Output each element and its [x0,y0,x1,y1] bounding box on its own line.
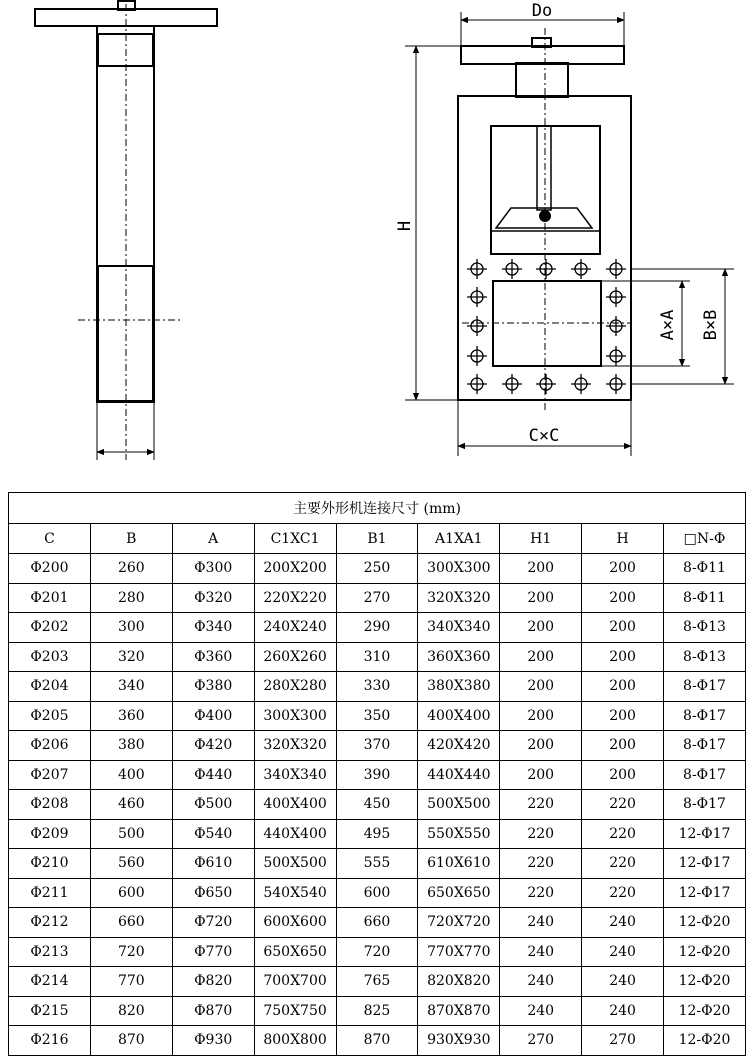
table-cell: Φ360 [172,642,254,672]
bolt-hole [502,374,522,394]
technical-drawing [0,0,750,480]
table-cell: 280X280 [254,672,336,702]
table-cell: 200 [500,701,582,731]
table-cell: 220 [582,790,664,820]
table-cell: 550X550 [418,819,500,849]
table-cell: 220 [582,819,664,849]
table-cell: 300X300 [254,701,336,731]
table-cell: 12-Φ20 [664,908,746,938]
table-cell: Φ216 [9,1026,91,1056]
table-cell: Φ212 [9,908,91,938]
table-cell: 500X500 [418,790,500,820]
table-cell: Φ207 [9,760,91,790]
column-header: B [90,524,172,554]
table-cell: 930X930 [418,1026,500,1056]
table-cell: 560 [90,849,172,879]
table-cell: 270 [582,1026,664,1056]
table-cell: Φ340 [172,613,254,643]
bolt-hole [502,259,522,279]
label-h: H [395,220,415,232]
label-do: Do [531,1,553,21]
table-cell: 320X320 [418,583,500,613]
table-cell: 650X650 [254,937,336,967]
table-cell: 720 [90,937,172,967]
table-cell: 460 [90,790,172,820]
table-cell: 420X420 [418,731,500,761]
table-cell: Φ930 [172,1026,254,1056]
table-cell: 12-Φ20 [664,1026,746,1056]
column-header: H1 [500,524,582,554]
table-cell: Φ203 [9,642,91,672]
front-view [458,28,632,412]
table-cell: 700X700 [254,967,336,997]
table-row [9,908,746,938]
table-cell: 260X260 [254,642,336,672]
table-row [9,613,746,643]
bolt-hole [467,374,487,394]
table-cell: 8-Φ11 [664,554,746,584]
table-cell: Φ770 [172,937,254,967]
table-row [9,672,746,702]
table-cell: 870 [336,1026,418,1056]
table-cell: 820X820 [418,967,500,997]
table-cell: Φ200 [9,554,91,584]
table-row [9,701,746,731]
dimension-spec-table [8,492,746,1056]
bolt-hole [536,374,556,394]
table-row [9,790,746,820]
table-cell: Φ870 [172,996,254,1026]
table-cell: 720X720 [418,908,500,938]
table-cell: 200 [582,642,664,672]
front-stem [537,126,551,210]
bolt-hole [571,259,591,279]
table-cell: 500X500 [254,849,336,879]
table-cell: 770X770 [418,937,500,967]
table-cell: Φ610 [172,849,254,879]
table-cell: 870X870 [418,996,500,1026]
table-cell: 440X400 [254,819,336,849]
table-cell: 340X340 [254,760,336,790]
label-bxb: B×B [701,309,721,341]
table-cell: 320X320 [254,731,336,761]
table-cell: 240 [500,967,582,997]
table-cell: Φ440 [172,760,254,790]
table-cell: Φ213 [9,937,91,967]
table-cell: Φ400 [172,701,254,731]
table-cell: 240X240 [254,613,336,643]
table-cell: Φ204 [9,672,91,702]
table-cell: 660 [336,908,418,938]
table-cell: Φ720 [172,908,254,938]
label-axa: A×A [658,309,678,341]
table-cell: 600 [90,878,172,908]
table-cell: 820 [90,996,172,1026]
label-cxc: C×C [528,426,560,446]
table-cell: Φ206 [9,731,91,761]
table-cell: Φ211 [9,878,91,908]
table-cell: 200 [500,613,582,643]
table-cell: Φ650 [172,878,254,908]
table-cell: 220 [500,819,582,849]
table-cell: 720 [336,937,418,967]
table-title: 主要外形机连接尺寸 (mm) [9,493,746,524]
table-row [9,554,746,584]
table-cell: 240 [500,908,582,938]
table-cell: 220 [582,878,664,908]
table-cell: 12-Φ17 [664,878,746,908]
front-stem-housing [516,63,568,97]
table-cell: 380 [90,731,172,761]
table-cell: 220 [500,849,582,879]
table-cell: 8-Φ17 [664,701,746,731]
table-cell: Φ380 [172,672,254,702]
table-cell: 660 [90,908,172,938]
column-header: □N-Φ [664,524,746,554]
table-cell: 400X400 [254,790,336,820]
table-cell: 555 [336,849,418,879]
table-cell: 240 [500,937,582,967]
table-cell: 200 [500,760,582,790]
table-cell: 200 [582,554,664,584]
table-cell: 360 [90,701,172,731]
table-cell: 440X440 [418,760,500,790]
table-cell: 200 [582,760,664,790]
table-cell: 200 [582,613,664,643]
column-header: C [9,524,91,554]
table-cell: Φ209 [9,819,91,849]
table-cell: 450 [336,790,418,820]
dimension-labels [395,1,721,446]
table-cell: Φ210 [9,849,91,879]
table-cell: 300X300 [418,554,500,584]
column-header: B1 [336,524,418,554]
table-cell: 240 [582,908,664,938]
table-cell: 750X750 [254,996,336,1026]
table-cell: 870 [90,1026,172,1056]
table-cell: 825 [336,996,418,1026]
table-cell: Φ420 [172,731,254,761]
table-cell: 200 [500,731,582,761]
table-row [9,996,746,1026]
table-cell: 240 [582,996,664,1026]
table-cell: Φ500 [172,790,254,820]
table-cell: 200 [500,642,582,672]
table-cell: 320 [90,642,172,672]
table-cell: 350 [336,701,418,731]
table-cell: 12-Φ20 [664,996,746,1026]
table-row [9,731,746,761]
table-cell: 495 [336,819,418,849]
table-row [9,760,746,790]
table-cell: Φ820 [172,967,254,997]
bolt-hole [467,287,487,307]
table-cell: 290 [336,613,418,643]
table-cell: 200 [500,672,582,702]
table-cell: 300 [90,613,172,643]
table-cell: 600X600 [254,908,336,938]
table-cell: 390 [336,760,418,790]
table-cell: 650X650 [418,878,500,908]
table-cell: 8-Φ17 [664,790,746,820]
table-cell: 260 [90,554,172,584]
table-cell: 270 [500,1026,582,1056]
table-row [9,642,746,672]
table-cell: Φ205 [9,701,91,731]
table-cell: 8-Φ11 [664,583,746,613]
table-cell: 500 [90,819,172,849]
bolt-hole [536,259,556,279]
table-cell: Φ208 [9,790,91,820]
table-cell: Φ201 [9,583,91,613]
dimension-lines [405,12,734,456]
table-cell: 800X800 [254,1026,336,1056]
table-cell: 240 [500,996,582,1026]
table-cell: 200 [500,554,582,584]
column-header: A [172,524,254,554]
table-cell: 8-Φ17 [664,672,746,702]
table-cell: 12-Φ17 [664,819,746,849]
bolt-hole [467,259,487,279]
table-cell: 200 [582,731,664,761]
table-row [9,1026,746,1056]
bolt-hole [606,316,626,336]
table-cell: Φ540 [172,819,254,849]
column-header: C1XC1 [254,524,336,554]
table-cell: 220 [500,790,582,820]
table-cell: 200 [582,583,664,613]
table-cell: 310 [336,642,418,672]
table-cell: 330 [336,672,418,702]
table-cell: Φ300 [172,554,254,584]
bolt-hole [606,374,626,394]
table-cell: 200 [582,672,664,702]
bolt-hole [606,287,626,307]
table-row [9,878,746,908]
table-cell: 370 [336,731,418,761]
bolt-hole [606,346,626,366]
table-cell: 770 [90,967,172,997]
table-cell: 270 [336,583,418,613]
table-cell: 250 [336,554,418,584]
table-header-row [9,524,746,554]
table-cell: 400 [90,760,172,790]
bolt-hole [606,259,626,279]
table-cell: 340 [90,672,172,702]
table-row [9,583,746,613]
table-cell: 240 [582,967,664,997]
table-cell: 8-Φ17 [664,731,746,761]
table-cell: 12-Φ20 [664,967,746,997]
table-cell: 400X400 [418,701,500,731]
table-cell: 12-Φ17 [664,849,746,879]
table-cell: 200 [582,701,664,731]
table-cell: 280 [90,583,172,613]
flange-bolt-holes [467,259,626,394]
table-cell: Φ215 [9,996,91,1026]
table-cell: 540X540 [254,878,336,908]
column-header: A1XA1 [418,524,500,554]
table-cell: 380X380 [418,672,500,702]
table-cell: 600 [336,878,418,908]
table-cell: 200X200 [254,554,336,584]
table-body [9,554,746,1056]
table-cell: 8-Φ17 [664,760,746,790]
table-row [9,819,746,849]
table-row [9,937,746,967]
table-cell: Φ320 [172,583,254,613]
table-cell: 360X360 [418,642,500,672]
table-cell: 8-Φ13 [664,613,746,643]
table-cell: 220 [500,878,582,908]
table-cell: 765 [336,967,418,997]
bolt-hole [571,374,591,394]
front-handwheel [461,46,624,64]
table-cell: 240 [582,937,664,967]
table-cell: 220X220 [254,583,336,613]
bolt-hole [467,346,487,366]
table-cell: 220 [582,849,664,879]
column-header: H [582,524,664,554]
bolt-hole [467,316,487,336]
table-cell: 610X610 [418,849,500,879]
table-cell: Φ202 [9,613,91,643]
table-cell: 12-Φ20 [664,937,746,967]
table-cell: Φ214 [9,967,91,997]
table-row [9,849,746,879]
table-cell: 200 [500,583,582,613]
table-cell: 8-Φ13 [664,642,746,672]
side-view [35,1,217,460]
table-row [9,967,746,997]
table-cell: 340X340 [418,613,500,643]
